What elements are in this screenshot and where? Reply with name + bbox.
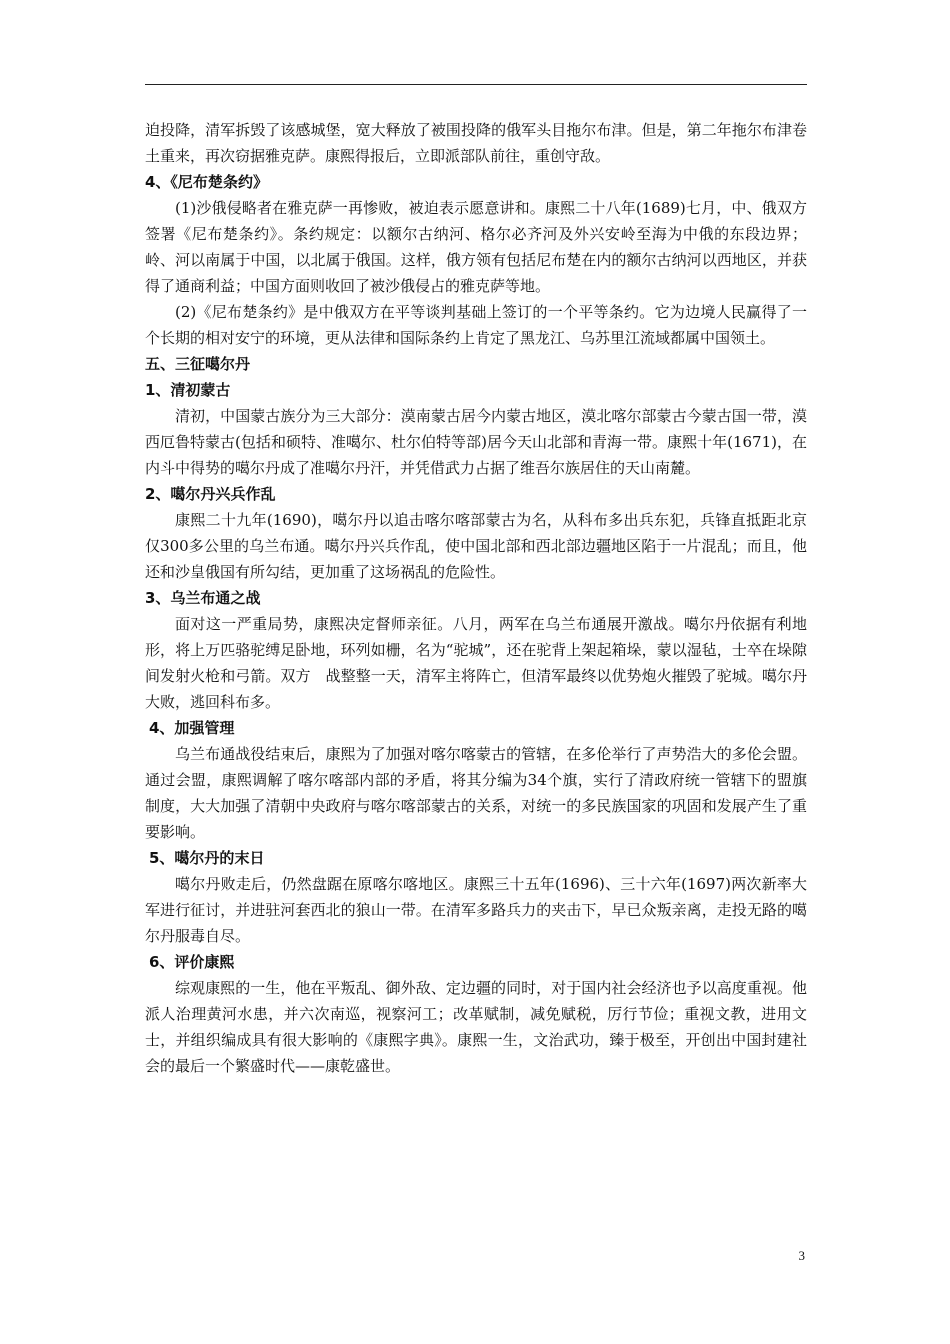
paragraph: 噶尔丹败走后，仍然盘踞在原喀尔喀地区。康熙三十五年(1696)、三十六年(1697)两次新率大军进行征讨，并进驻河套西北的狼山一带。在清军多路兵力的夹击下，早已众叛亲离，走投无路的噶尔丹服毒自尽。 — [145, 875, 807, 945]
paragraph: 乌兰布通战役结束后，康熙为了加强对喀尔喀蒙古的管辖，在多伦举行了声势浩大的多伦会盟。通过会盟，康熙调解了喀尔喀部内部的矛盾，将其分编为34个旗，实行了清政府统一管辖下的盟旗制度，大大加强了清朝中央政府与喀尔喀部蒙古的关系，对统一的多民族国家的巩固和发展产生了重要影响。 — [145, 745, 807, 841]
section-heading: 3、乌兰布通之战 — [145, 589, 261, 607]
paragraph: 迫投降，清军拆毁了该感城堡，宽大释放了被围投降的俄军头目拖尔布津。但是，第二年拖尔布津卷土重来，再次窃据雅克萨。康熙得报后，立即派部队前往，重创守敌。 — [145, 121, 807, 165]
section-heading: 4、加强管理 — [149, 719, 235, 737]
paragraph: 综观康熙的一生，他在平叛乱、御外敌、定边疆的同时，对于国内社会经济也予以高度重视。他派人治理黄河水患，并六次南巡，视察河工；改革赋制，减免赋税，厉行节俭；重视文教，进用文士，并组织编成具有很大影响的《康熙字典》。康熙一生，文治武功，臻于极至，开创出中国封建社会的最后一个繁盛时代——康乾盛世。 — [145, 979, 807, 1075]
section-heading: 4、《尼布楚条约》 — [145, 173, 268, 191]
chapter-heading: 五、三征噶尔丹 — [145, 355, 251, 373]
paragraph: (2)《尼布楚条约》是中俄双方在平等谈判基础上签订的一个平等条约。它为边境人民赢得了一个长期的相对安宁的环境，更从法律和国际条约上肯定了黑龙江、乌苏里江流域都属中国领土。 — [145, 303, 807, 347]
section-heading: 1、清初蒙古 — [145, 381, 231, 399]
page-number: 3 — [798, 1248, 805, 1263]
section-heading: 5、噶尔丹的末日 — [149, 849, 265, 867]
section-heading: 2、噶尔丹兴兵作乱 — [145, 485, 276, 503]
header-rule — [145, 84, 807, 85]
paragraph: 清初，中国蒙古族分为三大部分：漠南蒙古居今内蒙古地区，漠北喀尔部蒙古今蒙古国一带，漠西厄鲁特蒙古(包括和硕特、准噶尔、杜尔伯特等部)居今天山北部和青海一带。康熙十年(1671)，在内斗中得势的噶尔丹成了准噶尔丹汗，并凭借武力占据了维吾尔族居住的天山南麓。 — [145, 407, 807, 477]
paragraph: (1)沙俄侵略者在雅克萨一再惨败，被迫表示愿意讲和。康熙二十八年(1689)七月，中、俄双方签署《尼布楚条约》。条约规定：以额尔古纳河、格尔必齐河及外兴安岭至海为中俄的东段边界；岭、河以南属于中国，以北属于俄国。这样，俄方领有包括尼布楚在内的额尔古纳河以西地区，并获得了通商利益；中国方面则收回了被沙俄侵占的雅克萨等地。 — [145, 199, 807, 295]
document-body — [145, 117, 807, 1079]
paragraph: 面对这一严重局势，康熙决定督师亲征。八月，两军在乌兰布通展开激战。噶尔丹依据有利地形，将上万匹骆驼缚足卧地，环列如栅，名为“驼城”，还在驼背上架起箱垛，蒙以湿毡，士卒在垛隙间发射火枪和弓箭。双方 战整整一天，清军主将阵亡，但清军最终以优势炮火摧毁了驼城。噶尔丹大败，逃回科布多。 — [145, 615, 807, 711]
section-heading: 6、评价康熙 — [149, 953, 235, 971]
paragraph: 康熙二十九年(1690)，噶尔丹以追击喀尔喀部蒙古为名，从科布多出兵东犯，兵锋直抵距北京仅300多公里的乌兰布通。噶尔丹兴兵作乱，使中国北部和西北部边疆地区陷于一片混乱；而且，他还和沙皇俄国有所勾结，更加重了这场祸乱的危险性。 — [145, 511, 807, 581]
